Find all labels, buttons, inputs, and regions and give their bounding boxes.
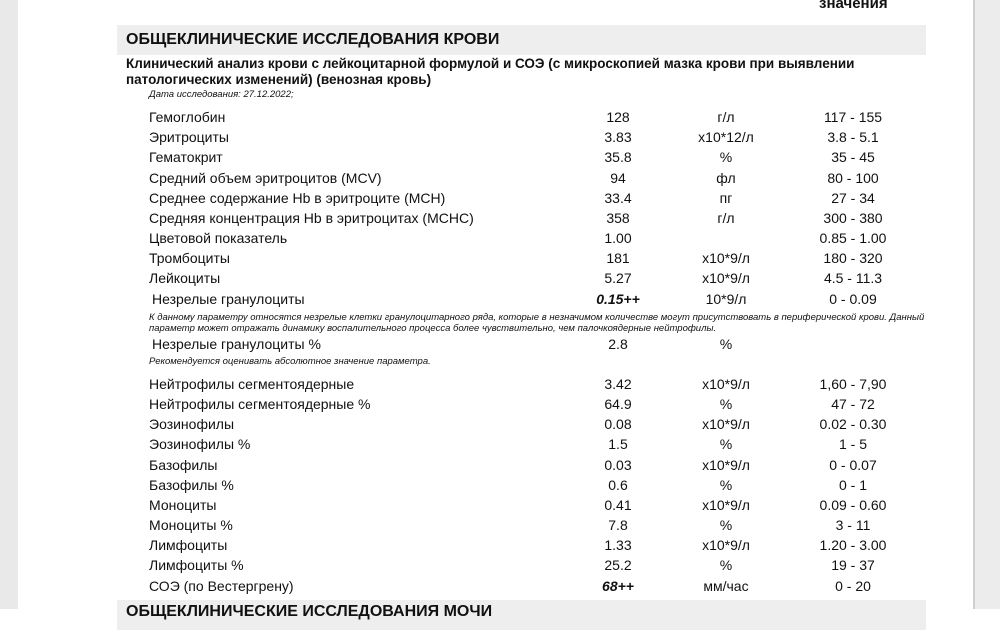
param-ref-range: 0 - 1: [838, 477, 867, 493]
note-immature-granulocytes: К данному параметру относятся незрелые клетки гранулоцитарного ряда, которые в незначимом количестве могут присутствовать в периферической крови. Данный параметр может отражать динамику воспалительного процесса более чувствительно, чем палочкоядерные нейтрофилы.: [149, 312, 925, 334]
param-name: Эритроциты: [149, 129, 229, 145]
param-ref-range: 4.5 - 11.3: [823, 270, 883, 286]
param-unit: x10*9/л: [702, 497, 750, 513]
param-value: 0.08: [604, 416, 632, 432]
param-unit: x10*9/л: [702, 537, 750, 553]
result-row: [0, 107, 1000, 127]
param-name: Эозинофилы: [149, 416, 235, 432]
param-ref-range: 47 - 72: [831, 396, 875, 412]
param-name: Лимфоциты: [149, 537, 228, 553]
param-unit: пг: [719, 190, 733, 206]
param-name: Базофилы %: [149, 477, 234, 493]
param-ref-range: 1 - 5: [838, 436, 867, 452]
param-unit: %: [719, 149, 733, 165]
param-value: 0.03: [604, 457, 632, 473]
param-ref-range: 0.09 - 0.60: [819, 497, 887, 513]
param-value: 2.8: [608, 336, 628, 352]
param-value: 64.9: [604, 396, 632, 412]
param-unit: г/л: [717, 210, 735, 226]
param-ref-range: 3 - 11: [835, 517, 871, 533]
result-row: [0, 535, 1000, 555]
param-unit: %: [719, 477, 733, 493]
param-ref-range: 19 - 37: [831, 557, 875, 573]
param-unit: 10*9/л: [705, 291, 747, 307]
param-name: Моноциты %: [149, 517, 233, 533]
column-header-ref: значения: [819, 0, 888, 12]
param-unit: x10*9/л: [702, 376, 750, 392]
section-header: [117, 25, 926, 55]
param-ref-range: 0 - 20: [835, 578, 871, 594]
result-row: [0, 289, 1000, 309]
result-row: [0, 495, 1000, 515]
result-row: [0, 268, 1000, 288]
param-ref-range: 1,60 - 7,90: [819, 376, 887, 392]
result-row: [0, 414, 1000, 434]
result-row: [0, 394, 1000, 414]
param-ref-range: 27 - 34: [831, 190, 875, 206]
param-name: Тромбоциты: [149, 250, 230, 266]
param-value: 1.5: [608, 436, 628, 452]
param-ref-range: 3.8 - 5.1: [827, 129, 879, 145]
param-unit: %: [719, 436, 733, 452]
result-row: [0, 555, 1000, 575]
param-value: 33.4: [604, 190, 632, 206]
param-unit: x10*9/л: [702, 457, 750, 473]
param-unit: %: [719, 396, 733, 412]
param-value: 1.33: [604, 537, 632, 553]
result-row: [0, 515, 1000, 535]
param-ref-range: 35 - 45: [831, 149, 875, 165]
param-ref-range: 117 - 155: [823, 109, 883, 125]
param-name: Гематокрит: [149, 149, 223, 165]
param-unit: г/л: [717, 109, 735, 125]
result-row: [0, 147, 1000, 167]
study-date: Дата исследования: 27.12.2022;: [149, 89, 294, 100]
param-value: 128: [606, 109, 630, 125]
param-value: 1.00: [604, 230, 632, 246]
param-value-flagged: 68++: [602, 578, 634, 594]
result-row: [0, 434, 1000, 454]
result-row: [0, 475, 1000, 495]
param-value: 3.83: [604, 129, 632, 145]
result-row: [0, 334, 1000, 354]
result-row: [0, 248, 1000, 268]
result-row: [0, 168, 1000, 188]
note-immature-granulocytes-pct: Рекомендуется оценивать абсолютное значение параметра.: [149, 356, 431, 367]
param-name: Незрелые гранулоциты: [152, 291, 305, 307]
next-section-title: ОБЩЕКЛИНИЧЕСКИЕ ИССЛЕДОВАНИЯ МОЧИ: [126, 603, 493, 620]
test-title: Клинический анализ крови с лейкоцитарной формулой и СОЭ (с микроскопией мазка крови при выявлении патологических изменений) (венозная кровь): [126, 56, 855, 87]
result-row: [0, 374, 1000, 394]
param-unit: x10*9/л: [702, 270, 750, 286]
param-unit: мм/час: [703, 578, 749, 594]
param-name: Незрелые гранулоциты %: [152, 336, 321, 352]
param-ref-range: 180 - 320: [823, 250, 883, 266]
param-value: 5.27: [604, 270, 632, 286]
param-value: 94: [610, 170, 626, 186]
param-unit: %: [719, 517, 733, 533]
param-name: Моноциты: [149, 497, 217, 513]
param-name: Нейтрофилы сегментоядерные %: [149, 396, 371, 412]
param-value: 3.42: [604, 376, 632, 392]
result-row: [0, 576, 1000, 596]
param-ref-range: 1.20 - 3.00: [819, 537, 887, 553]
result-row: [0, 188, 1000, 208]
param-value: 358: [606, 210, 630, 226]
param-ref-range: 0.02 - 0.30: [819, 416, 887, 432]
param-value: 181: [606, 250, 630, 266]
result-row: [0, 455, 1000, 475]
param-name: Лимфоциты %: [149, 557, 244, 573]
param-name: Средняя концентрация Hb в эритроцитах (MCHC): [149, 210, 474, 226]
param-name: Лейкоциты: [149, 270, 221, 286]
result-row: [0, 208, 1000, 228]
param-ref-range: 0 - 0.07: [829, 457, 877, 473]
result-row: [0, 228, 1000, 248]
next-section-header: [117, 600, 926, 630]
param-name: Нейтрофилы сегментоядерные: [149, 376, 355, 392]
section-title: ОБЩЕКЛИНИЧЕСКИЕ ИССЛЕДОВАНИЯ КРОВИ: [126, 31, 500, 48]
param-value-flagged: 0.15++: [596, 291, 640, 307]
param-name: Гемоглобин: [149, 109, 226, 125]
param-unit: фл: [716, 170, 736, 186]
param-unit: x10*9/л: [702, 250, 750, 266]
param-name: Среднее содержание Hb в эритроците (MCH): [149, 190, 446, 206]
param-value: 35.8: [604, 149, 632, 165]
param-unit: %: [719, 336, 733, 352]
param-name: Средний объем эритроцитов (MCV): [149, 170, 382, 186]
param-unit: x10*9/л: [702, 416, 750, 432]
param-name: Цветовой показатель: [149, 230, 288, 246]
result-row: [0, 127, 1000, 147]
param-unit: x10*12/л: [698, 129, 754, 145]
param-value: 0.6: [608, 477, 628, 493]
param-value: 0.41: [604, 497, 632, 513]
param-ref-range: 80 - 100: [827, 170, 879, 186]
param-ref-range: 0 - 0.09: [829, 291, 877, 307]
param-ref-range: 0.85 - 1.00: [819, 230, 887, 246]
param-ref-range: 300 - 380: [823, 210, 883, 226]
param-value: 7.8: [608, 517, 628, 533]
param-name: Базофилы: [149, 457, 218, 473]
param-unit: %: [719, 557, 733, 573]
param-name: Эозинофилы %: [149, 436, 251, 452]
param-name: СОЭ (по Вестергрену): [149, 578, 294, 594]
param-value: 25.2: [604, 557, 632, 573]
